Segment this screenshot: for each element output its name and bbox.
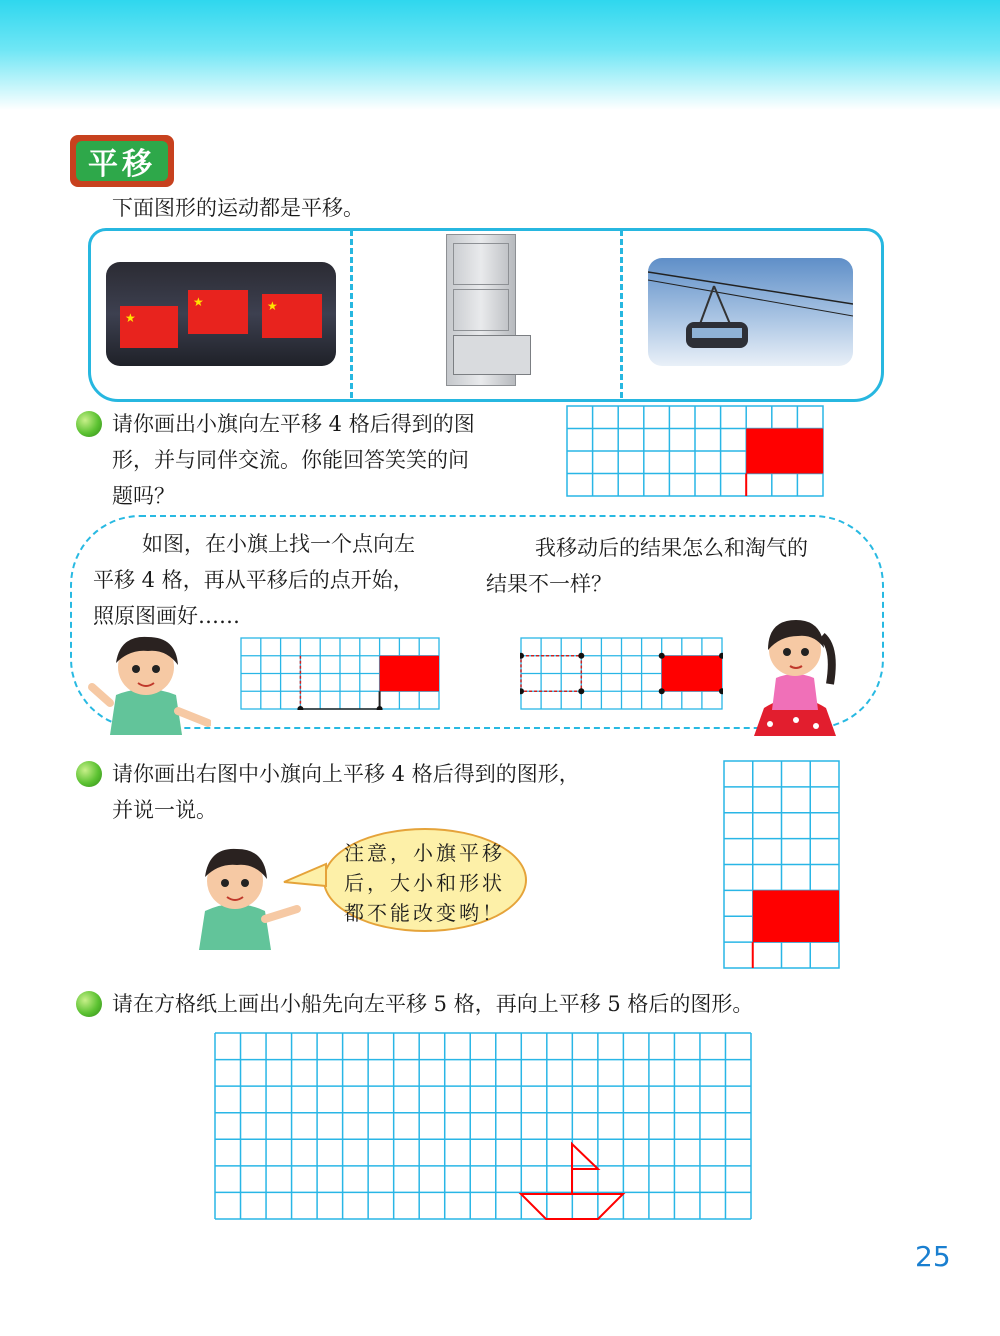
question-2-line-2: 并说一说。 xyxy=(112,798,217,822)
flag-shape xyxy=(380,656,439,692)
tip-line-2: 后，大小和形状 xyxy=(344,871,505,895)
section-title: 平移 xyxy=(76,141,168,181)
grid-taoqi-example xyxy=(240,637,440,710)
page-number: 25 xyxy=(915,1240,951,1273)
flag-shape xyxy=(746,429,823,474)
green-bullet-icon xyxy=(76,761,102,787)
tip-line-3: 都不能改变哟！ xyxy=(344,901,505,925)
question-1-line-3: 题吗？ xyxy=(112,484,175,508)
cable-car-photo xyxy=(648,258,853,366)
grid-xiaoxiao-example xyxy=(520,637,723,710)
girl-xiaoxiao-illustration xyxy=(750,608,840,738)
taoqi-speech-line-1: 如图，在小旗上找一个点向左 xyxy=(142,532,415,556)
flag-image: ★ xyxy=(188,290,248,334)
flag-image: ★ xyxy=(262,294,322,338)
boy-pointing-illustration xyxy=(185,835,305,950)
flags-photo xyxy=(106,262,336,366)
grid-q2[interactable] xyxy=(723,760,840,969)
question-1-line-1: 请你画出小旗向左平移 4 格后得到的图 xyxy=(112,412,475,436)
question-2-line-1: 请你画出右图中小旗向上平移 4 格后得到的图形， xyxy=(112,762,580,786)
green-bullet-icon xyxy=(76,411,102,437)
tip-line-1: 注意，小旗平移 xyxy=(344,841,505,865)
xiaoxiao-speech-line-1: 我移动后的结果怎么和淘气的 xyxy=(535,536,808,560)
intro-text: 下面图形的运动都是平移。 xyxy=(112,196,364,220)
photo-divider xyxy=(620,230,623,398)
flag-shape xyxy=(662,656,722,692)
grid-q3[interactable] xyxy=(214,1032,752,1220)
taoqi-speech-line-3: 照原图画好…… xyxy=(93,604,240,628)
question-3-text: 请在方格纸上画出小船先向左平移 5 格，再向上平移 5 格后的图形。 xyxy=(112,992,754,1016)
reference-point xyxy=(377,706,383,710)
flag-shape xyxy=(753,890,839,942)
reference-point xyxy=(297,706,303,710)
boy-taoqi-illustration xyxy=(86,625,211,735)
taoqi-speech-line-2: 平移 4 格，再从平移后的点开始， xyxy=(93,568,414,592)
bubble-tail xyxy=(282,860,328,890)
photo-divider xyxy=(350,230,353,398)
question-1-line-2: 形，并与同伴交流。你能回答笑笑的问 xyxy=(112,448,469,472)
green-bullet-icon xyxy=(76,991,102,1017)
grid-q1[interactable] xyxy=(566,405,824,497)
flag-image: ★ xyxy=(120,306,178,348)
xiaoxiao-speech-line-2: 结果不一样？ xyxy=(486,572,612,596)
filing-cabinet-photo xyxy=(446,234,516,386)
section-badge xyxy=(70,135,174,187)
top-decoration-band xyxy=(0,0,1000,110)
